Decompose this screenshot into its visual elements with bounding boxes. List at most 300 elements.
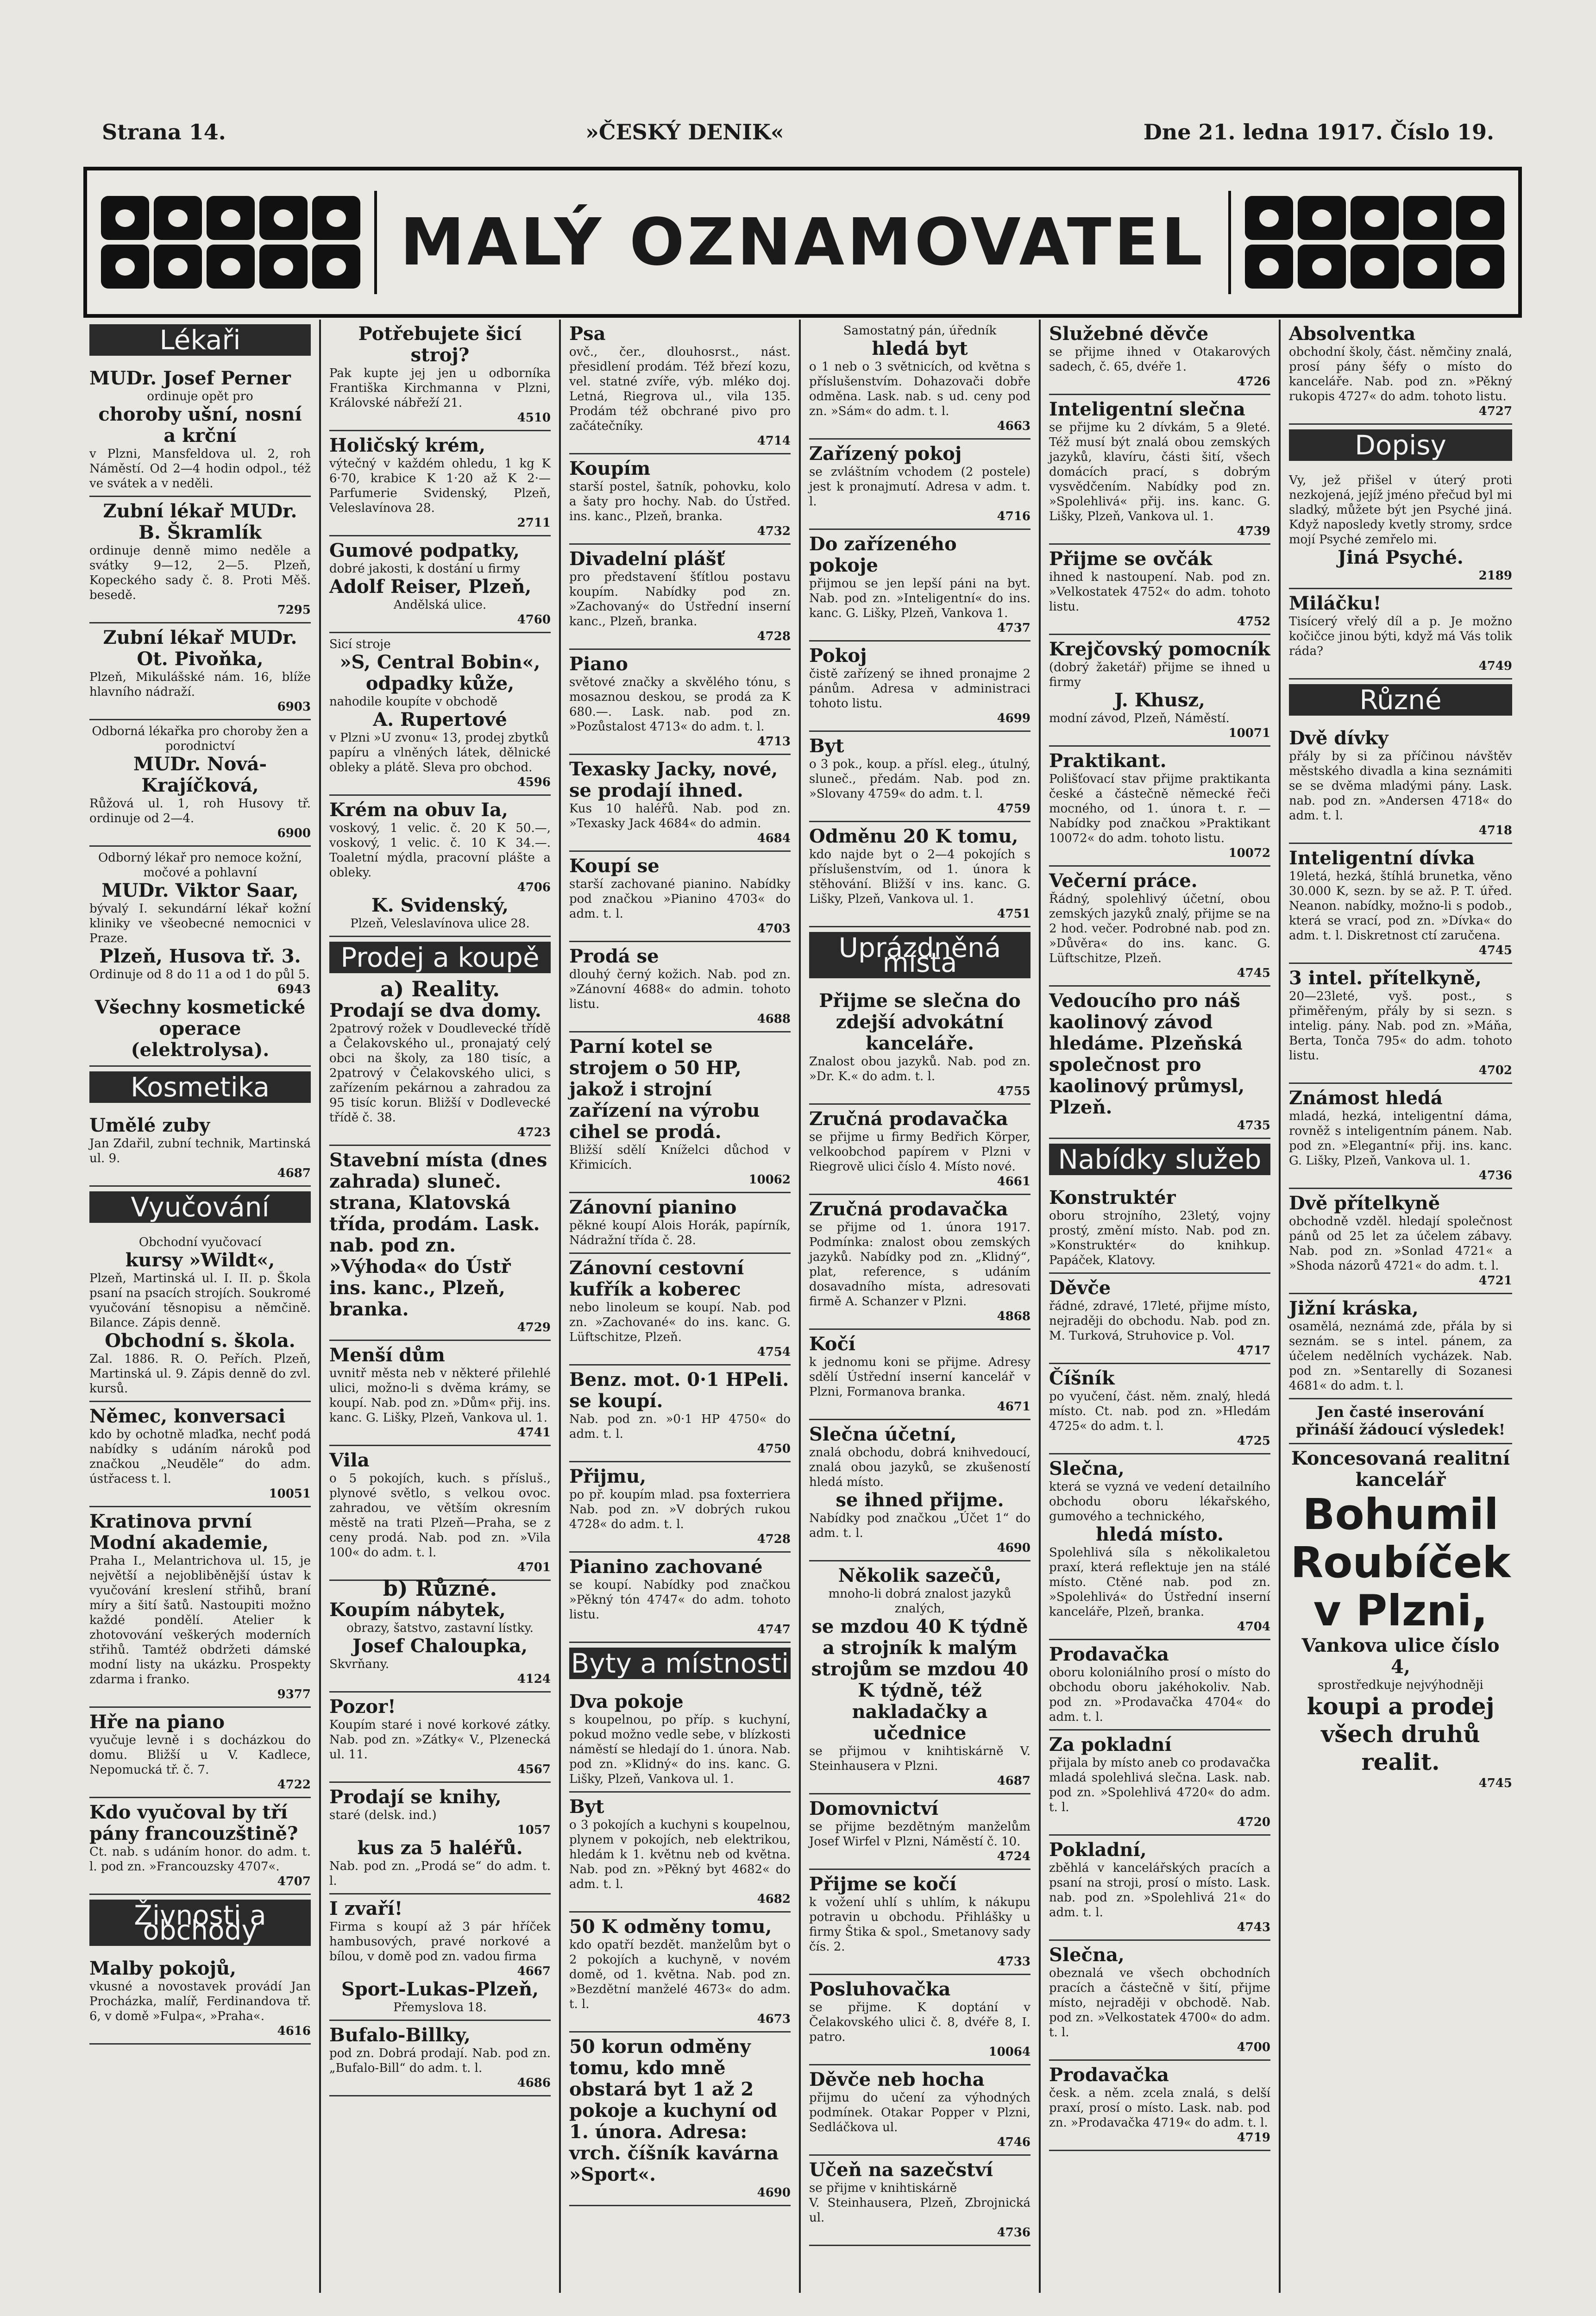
ad-title: 50 K odměny tomu,: [569, 1916, 772, 1938]
ad-body: v Plzni »U zvonu« 13, prodej zbytků: [329, 731, 549, 745]
section-heading: Nabídky služeb: [1049, 1144, 1270, 1175]
ad: [809, 1105, 1030, 1195]
ad-number: 4760: [517, 613, 551, 627]
ad-title: Umělé zuby: [89, 1114, 210, 1136]
ad: [569, 1193, 791, 1254]
ad-title: Pianino zachované: [569, 1556, 763, 1578]
ad-body: Tisícerý vřelý díl a p. Je možno kočičce jinou býti, když má Vás tolik ráda?: [1289, 615, 1512, 658]
ad-body: oboru strojního, 23letý, vojny prostý, změní místo. Nab. pod zn. »Konstruktér« do knihkup. Papáček, Klatovy.: [1049, 1209, 1270, 1267]
ad-title: Slečna,: [1049, 1944, 1125, 1966]
ad-body: nahodile koupíte v obchodě: [329, 695, 498, 709]
ad: [89, 1507, 311, 1708]
section-heading: Lékaři: [89, 324, 311, 356]
ad: [89, 847, 311, 1067]
ad-number: 4690: [997, 1541, 1030, 1555]
ad: [809, 732, 1030, 822]
ad-body: sprostředkuje nejvýhodněji: [1318, 1678, 1483, 1692]
ad-body: čistě zařízený se ihned pronajme 2 pánům. Adresa v administraci tohoto listu.: [809, 667, 1030, 711]
ad-body: Sicí stroje: [329, 637, 391, 651]
ad: [1289, 1084, 1512, 1189]
ad-body: Praha I., Melantrichova ul. 15, je největší a nejobliběnější ústav k vyučování kreslení střihů, braní míry a šití šatů. Nastoupiti možno každé pondělí. Atelier k zhotovování veškerých moderních střihů. Tamtéž obdržeti dámské modní listy na ukázku. Prospekty zdarma i franko.: [89, 1554, 311, 1687]
newspaper-name: »ČESKÝ DENIK«: [585, 120, 784, 145]
ad-body: Spolehlivá síla s několikaletou praxí, která reflektuje jen na stálé místo. Ctěné nab. pod zn. »Spolehlivá« do Ústřední inserní kanceláře, Plzeň, branka.: [1049, 1546, 1270, 1619]
ad-body: uvnitř města neb v některé přilehlé ulici, možno-li s dvěma krámy, se koupí. Nab. pod zn. »Dům« přij. ins. kanc. G. Lišky, Plzeň, Vankova ul. 1.: [329, 1366, 551, 1425]
ad-title: Gumové podpatky,: [329, 540, 520, 561]
ad-body: v Plzni, Mansfeldova ul. 2, roh Náměstí. Od 2—4 hodin odpol., též ve svátek a v neděli.: [89, 447, 311, 491]
ad: [89, 497, 311, 623]
ad-title: Několik sazečů,: [838, 1565, 1002, 1586]
ad-body: přijmou se jen lepší páni na byt. Nab. pod zn. »Inteligentní« do ins. kanc. G. Lišky, Plzeň, Vankova 1.: [809, 577, 1030, 620]
ad: [1289, 964, 1512, 1084]
ad-title: »S, Central Bobin«, odpadky kůže,: [339, 651, 540, 694]
ad: [89, 1111, 311, 1187]
ad-body: dobré jakosti, k dostání u firmy: [329, 562, 520, 576]
ad-body: Zal. 1886. R. O. Peřích. Plzeň, Martinská ul. 9. Zápis denně do zvl. kursů.: [89, 1352, 311, 1396]
ad: [809, 822, 1030, 927]
ad-title: A. Rupertové: [373, 709, 507, 730]
ad-number: 4671: [997, 1400, 1030, 1414]
section-heading: Kosmetika: [89, 1071, 311, 1103]
ad-title: Vedoucího pro náš kaolinový závod hledáme. Plzeňská společnost pro kaolinový průmysl, Plzeň.: [1049, 990, 1245, 1118]
ad-body: Samostatný pán, úředník: [843, 324, 997, 338]
ad-title: Kočí: [809, 1333, 856, 1355]
ad-number: 4737: [997, 621, 1030, 635]
ad-title: Dva pokoje: [569, 1691, 684, 1712]
ad: [809, 530, 1030, 642]
ad-body: Kus 10 haléřů. Nab. pod zn. »Texasky Jack 4684« do admin.: [569, 802, 791, 831]
ad-body: voskový, 1 velic. č. 20 K 50.—, voskový, 1 velic. č. 10 K 34.—. Toaletní mýdla, pracovní plášte a obleky.: [329, 821, 551, 880]
ad-body: ihned k nastoupení. Nab. pod zn. »Velkostatek 4752« do adm. tohoto listu.: [1049, 570, 1270, 614]
ad-title: Koupím: [569, 458, 651, 479]
ad-number: 4723: [517, 1126, 551, 1139]
ad: [809, 1195, 1030, 1330]
ad-body: kdo by ochotně mlaďka, nechť podá nabídky s udáním nároků pod značkou „Neuděle“ do adm. ústřacess t. l.: [89, 1428, 311, 1486]
ad-number: 4706: [517, 881, 551, 894]
ad-number: 4704: [1237, 1620, 1270, 1634]
ad-number: 4510: [517, 411, 551, 425]
ad-title: Známost hledá: [1289, 1087, 1443, 1109]
ad-number: 4736: [997, 2226, 1030, 2240]
ad-body: Nab. pod zn. »0·1 HP 4750« do adm. t. l.: [569, 1412, 791, 1441]
ad: [1049, 635, 1270, 747]
ad-number: 6900: [277, 826, 311, 840]
ad-body: vyučuje levně i s docházkou do domu. Bližší u V. Kadlece, Nepomucká tř. č. 7.: [89, 1733, 311, 1777]
ad-number: 4687: [277, 1166, 311, 1180]
ad-number: 4707: [277, 1875, 311, 1888]
ad: [329, 536, 551, 633]
ad-title: kursy »Wildt«,: [125, 1249, 275, 1271]
ad-headline: Roubíček: [1290, 1538, 1511, 1587]
ad: [329, 431, 551, 536]
ad-number: 4688: [757, 1012, 791, 1026]
ad-title: Dvě dívky: [1289, 727, 1389, 749]
ad-body: přijala by místo aneb co prodavačka mladá spolehlivá slečna. Lask. nab. pod zn. »Spolehlivá 4720« do adm. t. l.: [1049, 1756, 1270, 1814]
ad-headline: v Plzni,: [1313, 1586, 1488, 1636]
ad-title: Koncesovaná realitní kancelář: [1291, 1448, 1510, 1491]
ad-number: 10062: [748, 1173, 791, 1187]
ad-body: se přijme. K doptání v Čelakovského ulici č. 8, dvéře 8, I. patro.: [809, 2001, 1030, 2044]
ad: [569, 1913, 791, 2033]
ad: [329, 1341, 551, 1446]
ad-body: pro představení šťítlou postavu koupím. Nabídky pod zn. »Zachovaný« do Ústřední inserní kanc., Plzeň, branka.: [569, 570, 791, 629]
ad: [809, 642, 1030, 732]
ad-title: Vankova ulice číslo 4,: [1301, 1635, 1500, 1678]
ad-number: 4713: [757, 735, 791, 749]
ad-body: dlouhý černý kožich. Nab. pod zn. »Zánovní 4688« do admin. tohoto listu.: [569, 968, 791, 1011]
masthead: [83, 167, 1522, 318]
ad-title: Konstruktér: [1049, 1187, 1176, 1208]
subsection-heading: a) Reality.: [380, 976, 500, 1001]
ad-number: 4661: [997, 1175, 1030, 1189]
ad-number: 4722: [277, 1778, 311, 1792]
ad: [329, 796, 551, 937]
ad-title: se mzdou 40 K týdně a strojník k malým strojům se mzdou 40 K týdně, též nakladačky a učednice: [811, 1616, 1029, 1744]
ad: [1049, 1640, 1270, 1731]
ad-body: řádné, zdravé, 17leté, přijme místo, nejraději do obchodu. Nab. pod zn. M. Turková, Struhovice p. Vol.: [1049, 1299, 1270, 1343]
ad-number: 4726: [1237, 375, 1270, 389]
ad-number: 4743: [1237, 1920, 1270, 1934]
ad-number: 9377: [277, 1687, 311, 1701]
ad-title: Domovnictví: [809, 1798, 939, 1819]
ad-body: Přemyslova 18.: [393, 2001, 487, 2014]
ad-body: světové značky a skvělého tónu, s mosaznou deskou, se prodá za K 680.—. Lask. nab. pod zn. »Pozůstalost 4713« do adm. t. l.: [569, 675, 791, 734]
ad-title: Posluhovačka: [809, 1978, 951, 2000]
ad-title: Bufalo-Billky,: [329, 2024, 471, 2046]
ad-number: 4746: [997, 2135, 1030, 2149]
column-3: [561, 320, 801, 2293]
ad-number: 4750: [757, 1442, 791, 1456]
ad-body: Nabídky pod značkou „Účet 1“ do adm. t. l.: [809, 1511, 1030, 1540]
ad: [1289, 469, 1512, 589]
ad-body: Andělská ulice.: [393, 598, 487, 612]
ad-title: Za pokladní: [1049, 1734, 1172, 1756]
ad-body: ordinuje opět pro: [147, 390, 253, 403]
ad-body: papíru a vlněných látek, dělnické obleky a plátě. Sleva pro obchod.: [329, 746, 551, 774]
ad: [809, 1561, 1030, 1794]
ad-body: Odborná lékařka pro choroby žen a porodnictví: [92, 724, 308, 753]
ad-number: 2189: [1478, 569, 1512, 583]
ad-body: se přijme u firmy Bedřich Körper, velkoobchod papírem v Plzni v Riegrově ulici číslo 4. Místo nové.: [809, 1130, 1030, 1174]
ad-number: 6943: [277, 982, 311, 996]
ad-title: Jen časté inserování přináší žádoucí výsledek!: [1295, 1403, 1506, 1438]
ad-number: 4751: [997, 907, 1030, 921]
ad-number: 4759: [997, 802, 1030, 816]
ad-number: 4687: [997, 1774, 1030, 1788]
ad-title: Prodavačka: [1049, 1643, 1169, 1665]
ad-number: 4701: [517, 1561, 551, 1574]
ad-number: 4754: [757, 1345, 791, 1359]
ad-title: Zařízený pokoj: [809, 443, 962, 465]
ad: [1049, 1454, 1270, 1640]
ad-title: Číšník: [1049, 1367, 1115, 1389]
ad-body: pěkné koupí Alois Horák, papírník, Nádražní třída č. 28.: [569, 1219, 791, 1247]
ad: [569, 545, 791, 650]
ad-body: starší zachované pianino. Nabídky pod značkou »Pianino 4703« do adm. t. l.: [569, 877, 791, 921]
ad: [89, 1954, 311, 2045]
ad: [809, 1975, 1030, 2065]
ad-title: Dvě přítelkyně: [1289, 1192, 1440, 1214]
ad-number: 4124: [517, 1672, 551, 1686]
ad: [1049, 1941, 1270, 2061]
ad: [329, 1894, 551, 2021]
ad-number: 4741: [517, 1426, 551, 1440]
ad-number: 4725: [1237, 1434, 1270, 1448]
ad-number: 4745: [1237, 966, 1270, 980]
ad: [569, 1366, 791, 1462]
ad: [569, 755, 791, 852]
masthead-title: MALÝ OZNAMOVATEL: [374, 191, 1231, 294]
ad: [89, 1708, 311, 1798]
ad: [1049, 1364, 1270, 1454]
ad-body: Plzeň, Martinská ul. I. II. p. Škola psaní na psacích strojích. Soukromé vyučování těsnopisu a němčině. Bilance. Zápis denně.: [89, 1271, 311, 1330]
ad-body: která se vyzná ve vedení detailního obchodu oboru lékařského, gumového a technického,: [1049, 1480, 1270, 1523]
ad-title: Kratinova první Modní akademie,: [89, 1510, 269, 1554]
ad-number: 4703: [757, 922, 791, 936]
ad: [89, 623, 311, 720]
ad-body: Vy, jež přišel v úterý proti nezkojená, jejíž jméno přečud byl mi sladký, můžete být jen Psyché jiná. Když naposledy kvetly stromy, srdce mojí Psyché zemřelo mi.: [1289, 473, 1512, 547]
section-heading: Vyučování: [89, 1191, 311, 1223]
ad-title: Přijme se kočí: [809, 1873, 957, 1895]
ad-body: kdo opatří bezdět. manželům byt o 2 pokojích a kuchyně, v novém domě, od 1. května. Nab. pod zn. »Bezdětní manželé 4673« do adm. t. l.: [569, 1938, 791, 2011]
ad-title: Služebné děvče: [1049, 323, 1209, 345]
ad: [569, 320, 791, 454]
ad-title: Byt: [569, 1796, 604, 1818]
ad-number: 4728: [757, 629, 791, 643]
ad-title: J. Khusz,: [1114, 689, 1205, 711]
ad-body: se přijme ihned v Otakarových sadech, č. 65, dvéře 1.: [1049, 345, 1270, 374]
ad-body: přijmu do učení za výhodných podmínek. Otakar Popper v Plzni, Sedláčkova ul.: [809, 2091, 1030, 2134]
ad-body: Jan Zdařil, zubní technik, Martinská ul. 9.: [89, 1137, 311, 1165]
ad-body: Firma s koupí až 3 pár hříček hambusových, pravé norkové a bílou, v domě pod zn. vadou firma: [329, 1920, 551, 1964]
ad-number: 4727: [1478, 404, 1512, 418]
ad-number: 4719: [1237, 2131, 1270, 2145]
ad-title: Kdo vyučoval by tří pány francouzštině?: [89, 1801, 298, 1844]
ad: [1289, 844, 1512, 964]
ad-title: Psa: [569, 323, 606, 345]
ad: [329, 2021, 551, 2096]
ad-number: 4735: [1237, 1119, 1270, 1133]
ad-body: se koupí. Nabídky pod značkou »Pěkný tón 4747« do adm. tohoto listu.: [569, 1578, 791, 1622]
ad-body: Obchodní vyučovací: [138, 1235, 262, 1249]
ad-title: Benz. mot. 0·1 HPeli. se koupí.: [569, 1369, 789, 1412]
ad: [1289, 1189, 1512, 1294]
ad: [89, 1402, 311, 1507]
ad-body: s koupelnou, po příp. s kuchyní, pokud možno vedle sebe, v blízkosti náměstí se hledají do 1. února. Nab. pod zn. »Klidný« do ins. kanc. G. Lišky, Plzeň, Vankova ul. 1.: [569, 1713, 791, 1786]
ad-body: (dobrý žaketář) přijme se ihned u firmy: [1049, 661, 1270, 689]
ad-title: Zručná prodavačka: [809, 1198, 1008, 1220]
ad: [1289, 320, 1512, 425]
ad-body: pod zn. Dobrá prodají. Nab. pod zn. „Bufalo-Bill“ do adm. t. l.: [329, 2046, 551, 2075]
ad-title: Texasky Jacky, nové, se prodají ihned.: [569, 758, 778, 801]
ad-body: se zvláštním vchodem (2 postele) jest k pronajmutí. Adresa v adm. t. l.: [809, 465, 1030, 509]
ad-number: 10051: [269, 1487, 311, 1501]
ad: [1289, 1399, 1512, 1444]
ad-body: Plzeň, Veleslavínova ulice 28.: [350, 917, 530, 931]
ad: [1049, 320, 1270, 395]
ad-number: 4752: [1237, 615, 1270, 629]
section-heading: Živnosti a obchody: [89, 1900, 311, 1946]
ad-body: Polišťovací stav přijme praktikanta české a částečně německé řeči mocného, od 1. února t. r. — Nabídky pod značkou »Praktikant 10072« do adm. tohoto listu.: [1049, 772, 1270, 845]
ad-title: Josef Chaloupka,: [352, 1635, 528, 1657]
ad-number: 4739: [1237, 524, 1270, 538]
ad-body: k jednomu koni se přijme. Adresy sdělí Ústřední inserní kancelář v Plzni, Formanova branka.: [809, 1355, 1030, 1399]
ornament-left-icon: [101, 196, 360, 289]
ad-title: Prodají se knihy,: [329, 1786, 502, 1808]
ad-title: Zubní lékař MUDr. Ot. Pivoňka,: [103, 627, 297, 670]
ad-body: nebo linoleum se koupí. Nab. pod zn. »Zachované« do ins. kanc. G. Lüftschitze, Plzeň.: [569, 1301, 791, 1344]
ad: [1049, 545, 1270, 635]
ad-title: Menší dům: [329, 1344, 445, 1366]
ad-body: Bližší sdělí Kníželci důchod v Křimicích.: [569, 1143, 791, 1172]
ad: [1049, 987, 1270, 1139]
ad-title: K. Svidenský,: [371, 894, 509, 916]
ad: [569, 1032, 791, 1193]
ad-title: Večerní práce.: [1049, 870, 1198, 892]
ad-body: Skvrňany.: [329, 1657, 390, 1671]
ad-title: hledá byt: [872, 338, 968, 359]
ad-headline: Bohumil: [1302, 1490, 1499, 1539]
ad-number: 4673: [757, 2012, 791, 2026]
ad-body: Znalost obou jazyků. Nab. pod zn. »Dr. K.« do adm. t. l.: [809, 1055, 1030, 1083]
ad-number: 10071: [1228, 726, 1270, 740]
ad: [329, 320, 551, 431]
ad-title: Zánovní pianino: [569, 1196, 737, 1218]
ad-number: 4728: [757, 1532, 791, 1546]
ad-body: se přijme od 1. února 1917. Podmínka: znalost obou zemských jazyků. Nabídky pod zn. „Klidný“, plat, reference, s udáním dosavadního místa, adresovati firmě A. Schanzer v Plzni.: [809, 1221, 1030, 1309]
ad-body: starší postel, šatník, pohovku, kolo a šaty pro hochy. Nab. do Ústřed. ins. kanc., Plzeň, branka.: [569, 480, 791, 523]
ad-title: Do zařízeného pokoje: [809, 533, 957, 576]
ad-title: Plzeň, Husova tř. 3.: [99, 945, 301, 967]
section-heading: Uprázdněná místa: [809, 932, 1030, 978]
page-header: [102, 118, 1494, 146]
ad: [89, 364, 311, 497]
ad-body: obeznalá ve všech obchodních pracích a částečně v šití, přijme místo, nejraději v obchodě. Nab. pod zn. »Velkostatek 4700« do adm. t. l.: [1049, 1966, 1270, 2039]
ad-title: Holičský krém,: [329, 434, 486, 456]
ad-number: 4717: [1237, 1344, 1270, 1358]
ad: [1049, 1183, 1270, 1274]
ad-title: Koupí se: [569, 855, 660, 877]
ad-body: obchodní školy, část. němčiny znalá, prosí pány šéfy o místo do kanceláře. Nab. pod zn. »Pěkný rukopis 4727« do adm. tohoto listu.: [1289, 345, 1512, 403]
ad-body: modní závod, Plzeň, Náměstí.: [1049, 711, 1230, 725]
ad: [329, 1596, 551, 1693]
ad: [569, 942, 791, 1032]
ad-body: osamělá, neznámá zde, přála by si seznám. se s intel. pánem, za účelem nedělních vycházek. Nab. pod zn. »Sentarelly di Sozanesi 4681« do adm. t. l.: [1289, 1320, 1512, 1393]
ad: [329, 1783, 551, 1894]
ad-title: MUDr. Nová-Krajíčková,: [133, 753, 267, 796]
ad-title: Adolf Reiser, Plzeň,: [329, 576, 532, 598]
ad-number: 10064: [988, 2045, 1030, 2059]
ad-number: 4702: [1478, 1064, 1512, 1077]
ad-title: 3 intel. přítelkyně,: [1289, 967, 1482, 989]
ad-body: se přijme ku 2 dívkám, 5 a 9leté. Též musí být znalá obou zemských jazyků, klavíru, části šití, všech domácích prací, s dobrým vysvědčením. Nabídky pod zn. »Spolehlivá« přij. ins. kanc. G. Lišky, Plzeň, Vankova ul. 1.: [1049, 421, 1270, 523]
ad: [329, 1693, 551, 1783]
ad: [1049, 1731, 1270, 1836]
ad-body: o 5 pokojích, kuch. s přísluš., plynové světlo, s velkou ovoc. zahradou, ve větším okresním městě na trati Plzeň—Praha, se z ceny prodá. Nab. pod zn. »Vila 100« do adm. t. l.: [329, 1472, 551, 1560]
columns: [81, 320, 1521, 2293]
column-2: [321, 320, 561, 2293]
ad: [569, 1462, 791, 1553]
ad: [329, 996, 551, 1146]
ad-title: Malby pokojů,: [89, 1957, 237, 1979]
ad-body: po vyučení, část. něm. znalý, hledá místo. Ct. nab. pod zn. »Hledám 4725« do adm. t. l.: [1049, 1390, 1270, 1433]
ad-title: Koupím nábytek,: [329, 1599, 506, 1621]
ad-title: Odměnu 20 K tomu,: [809, 825, 1018, 847]
column-1: [81, 320, 321, 2293]
ad-title: Děvče neb hocha: [809, 2069, 985, 2090]
ad-body: Nab. pod zn. „Prodá se“ do adm. t. l.: [329, 1859, 551, 1888]
ad-body: Ct. nab. s udáním honor. do adm. t. l. pod zn. »Francouzsky 4707«.: [89, 1845, 311, 1874]
ad-title: Němec, konversaci: [89, 1405, 286, 1427]
ad: [809, 1420, 1030, 1561]
ad: [329, 633, 551, 796]
ad-title: Inteligentní slečna: [1049, 398, 1245, 420]
ad-body: oboru koloniálního prosí o místo do obchodu oboru jakéhokoliv. Nab. pod zn. »Prodavačka 4704« do adm. t. l.: [1049, 1666, 1270, 1724]
ad-title: hledá místo.: [1096, 1523, 1224, 1545]
ad-title: Divadelní plášť: [569, 548, 725, 570]
ad-body: bývalý I. sekundární lékař kožní kliniky ve všeobecné nemocnici v Praze.: [89, 902, 311, 945]
ad: [569, 852, 791, 942]
page-number: Strana 14.: [102, 120, 226, 145]
ad-body: Růžová ul. 1, roh Husovy tř. ordinuje od 2—4.: [89, 797, 311, 825]
ad-body: znalá obchodu, dobrá knihvedoucí, znalá obou jazyků, se zkušeností hledá místo.: [809, 1446, 1030, 1489]
ad-number: 4716: [997, 510, 1030, 523]
ad-number: 4745: [1478, 944, 1512, 957]
ad-title: koupi a prodej všech druhů realit.: [1307, 1693, 1495, 1775]
ad-title: Potřebujete šicí stroj?: [358, 323, 522, 366]
ad: [809, 987, 1030, 1105]
ad: [1289, 1294, 1512, 1399]
ad-title: Přijmu,: [569, 1466, 647, 1487]
ad: [1289, 724, 1512, 844]
ad: [569, 1687, 791, 1793]
ad-number: 4733: [997, 1955, 1030, 1969]
ad-number: 4732: [757, 524, 791, 538]
ad-title: Prodá se: [569, 945, 659, 967]
ad-body: Odborný lékař pro nemoce kožní, močové a pohlavní: [98, 851, 302, 880]
ad-title: Byt: [809, 735, 844, 757]
ad-number: 4721: [1478, 1274, 1512, 1288]
ad-number: 4690: [757, 2186, 791, 2200]
ad-title: Stavební místa (dnes zahrada) sluneč. strana, Klatovská třída, prodám. Lask. nab. pod zn. »Výhoda« do Ústř ins. kanc., Plzeň, branka.: [329, 1149, 547, 1320]
ad-body: se přijme bezdětným manželům Josef Wirfel v Plzni, Náměstí č. 10.: [809, 1820, 1030, 1849]
ad-body: česk. a něm. zcela znalá, s delší praxí, prosí o místo. Lask. nab. pod zn. »Prodavačka 4719« do adm. t. l.: [1049, 2086, 1270, 2130]
ad: [89, 1231, 311, 1402]
ad-number: 4720: [1237, 1815, 1270, 1829]
ad-title: Zručná prodavačka: [809, 1108, 1008, 1130]
ad-number: 4745: [1478, 1776, 1512, 1790]
ad-number: 4700: [1237, 2040, 1270, 2054]
ad-title: Krejčovský pomocník: [1049, 638, 1270, 660]
ad-number: 6903: [277, 700, 311, 714]
ad-body: ordinuje denně mimo neděle a svátky 9—12, 2—5. Plzeň, Kopeckého sady č. 8. Proti Měš. besedě.: [89, 544, 311, 602]
ad-body: k vožení uhlí s uhlím, k nákupu potravin u obchodu. Přihlášky u firmy Štika & spol., Smetanovy sady čís. 2.: [809, 1895, 1030, 1954]
ad: [809, 1794, 1030, 1870]
ad: [809, 440, 1030, 530]
ad-number: 4663: [997, 419, 1030, 433]
ad: [569, 1553, 791, 1643]
ad-title: Miláčku!: [1289, 592, 1382, 614]
ad-title: Prodavačka: [1049, 2064, 1169, 2086]
ad-body: ovč., čer., dlouhosrst., nást. přesidlení prodám. Též březí kozu, vel. statné zvíře, výb. mléko doj. Letná, Riegrova ul., vila 135. Prodám též obchrané pivo pro začátečníky.: [569, 345, 791, 433]
ad: [329, 1146, 551, 1341]
ad-number: 4868: [997, 1309, 1030, 1323]
ad: [1289, 589, 1512, 680]
ad-number: 10072: [1228, 846, 1270, 860]
ad-title: Zubní lékař MUDr. B. Škramlík: [103, 500, 297, 543]
ad: [89, 720, 311, 847]
ad: [569, 1254, 791, 1366]
ad-body: Ordinuje od 8 do 11 a od 1 do půl 5.: [89, 968, 310, 982]
